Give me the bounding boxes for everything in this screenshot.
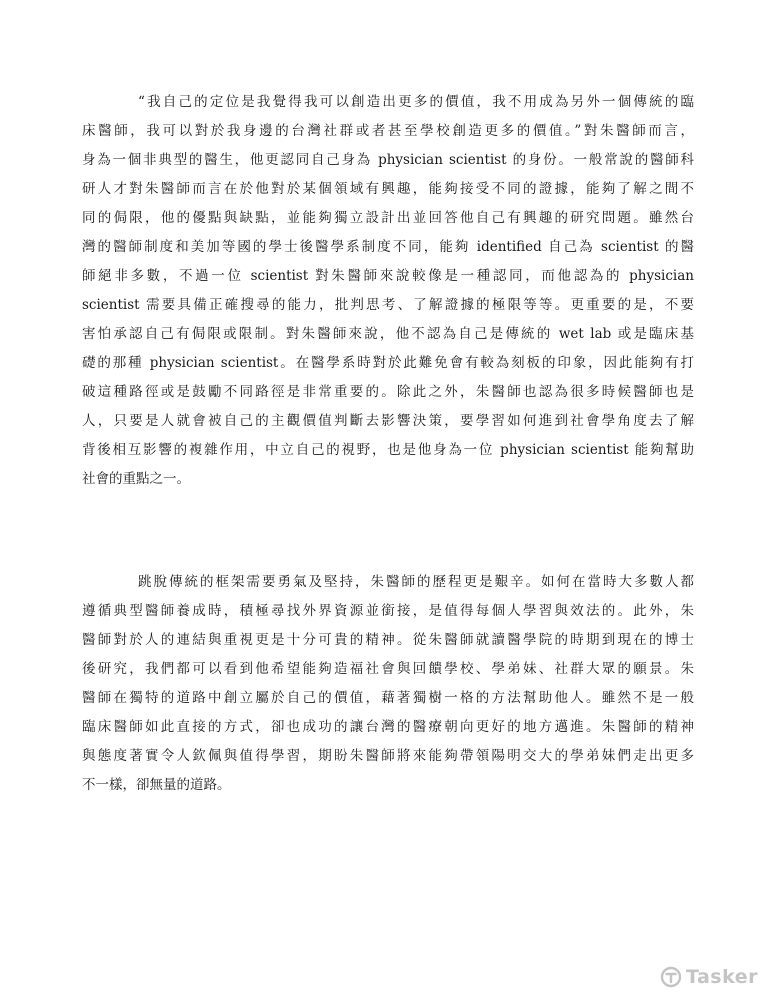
paragraph-line: 醫師對於人的連結與重視更是十分可貴的精神。從朱醫師就讀醫學院的時期到現在的博士 <box>82 632 694 648</box>
paragraph-line: 師絕非多數，不過一位 scientist 對朱醫師來說較像是一種認同，而他認為的 physician <box>82 268 694 284</box>
paragraph-line: 與態度著實令人欽佩與值得學習，期盼朱醫師將來能夠帶領陽明交大的學弟妹們走出更多 <box>82 748 694 764</box>
paragraph-line: “我自己的定位是我覺得我可以創造出更多的價值，我不用成為另外一個傳統的臨 <box>138 94 694 110</box>
paragraph-line: 臨床醫師如此直接的方式，卻也成功的讓台灣的醫療朝向更好的地方邁進。朱醫師的精神 <box>82 719 694 735</box>
paragraph-line: 人，只要是人就會被自己的主觀價值判斷去影響決策，要學習如何進到社會學角度去了解 <box>82 413 694 429</box>
watermark-text: Tasker <box>685 966 758 988</box>
paragraph-line: 背後相互影響的複雜作用，中立自己的視野，也是他身為一位 physician scientist 能夠幫助 <box>82 442 694 458</box>
paragraph-line: 灣的醫師制度和美加等國的學士後醫學系制度不同，能夠 identified 自己為 scientist 的醫 <box>82 239 694 255</box>
paragraph-line: 後研究，我們都可以看到他希望能夠造福社會與回饋學校、學弟妹、社群大眾的願景。朱 <box>82 661 694 677</box>
paragraph-line: 礎的那種 physician scientist。在醫學系時對於此難免會有較為刻板的印象，因此能夠有打 <box>82 355 694 371</box>
paragraph-line: 害怕承認自己有侷限或限制。對朱醫師來說，他不認為自己是傳統的 wet lab 或是臨床基 <box>82 326 694 342</box>
paragraph-line: 醫師在獨特的道路中創立屬於自己的價值，藉著獨樹一格的方法幫助他人。雖然不是一般 <box>82 690 694 706</box>
paragraph-line: 身為一個非典型的醫生，他更認同自己身為 physician scientist 的身份。一般常說的醫師科 <box>82 152 694 168</box>
paragraph-line: 破這種路徑或是鼓勵不同路徑是非常重要的。除此之外，朱醫師也認為很多時候醫師也是 <box>82 384 694 400</box>
paragraph-line: scientist 需要具備正確搜尋的能力，批判思考、了解證據的極限等等。更重要的是，不要 <box>82 297 694 313</box>
tasker-watermark <box>660 966 758 988</box>
tasker-logo-icon <box>660 966 682 988</box>
paragraph-line: 遵循典型醫師養成時，積極尋找外界資源並銜接，是值得每個人學習與效法的。此外，朱 <box>82 603 694 619</box>
paragraph-line: 跳脫傳統的框架需要勇氣及堅持，朱醫師的歷程更是艱辛。如何在當時大多數人都 <box>138 574 694 590</box>
paragraph-line: 不一樣，卻無量的道路。 <box>82 777 231 793</box>
document-page <box>82 88 694 793</box>
paragraph-line: 同的侷限，他的優點與缺點，並能夠獨立設計出並回答他自己有興趣的研究問題。雖然台 <box>82 210 694 226</box>
paragraph-line: 社會的重點之一。 <box>82 471 190 487</box>
paragraph-line: 床醫師，我可以對於我身邊的台灣社群或者甚至學校創造更多的價值。”對朱醫師而言， <box>82 123 694 139</box>
paragraph-line: 研人才對朱醫師而言在於他對於某個領域有興趣，能夠接受不同的證據，能夠了解之間不 <box>82 181 694 197</box>
paragraph-1 <box>82 88 694 494</box>
paragraph-2 <box>82 568 694 800</box>
